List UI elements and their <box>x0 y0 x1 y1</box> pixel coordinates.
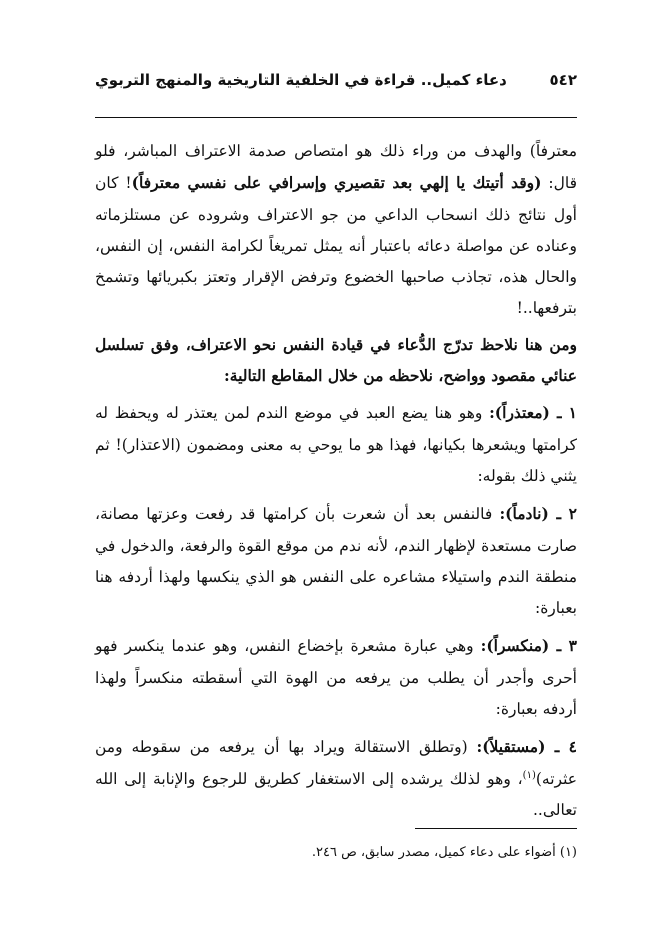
paragraph-1-quote: (وقد أتيتك يا إلهي بعد تقصيري وإسرافي على نفسي معترفاً) <box>131 173 542 193</box>
running-title: دعاء كميل.. قراءة في الخلفية التاريخية والمنهج التربوي <box>95 71 507 89</box>
list-item <box>95 630 577 725</box>
list-item-text: وهو هنا يضع العبد في موضع الندم لمن يعتذر له ويحفظ له كرامتها ويشعرها بكيانها، فهذا هو ما يوحي به معنى ومضمون (الاعتذار)! ثم يثني ذلك بقوله: <box>95 404 577 485</box>
footnote-text: أضواء على دعاء كميل، مصدر سابق، ص ٢٤٦. <box>311 845 556 860</box>
page-number: ٥٤٢ <box>549 71 577 89</box>
paragraph-1-part-2: ! كان أول نتائج ذلك انسحاب الداعي من جو الاعتراف وشروده عن مستلزماته وعناده عن مواصلة دعائه باعتبار أنه يمثل تمريغاً لكرامة النفس، إن النفس، والحال هذه، تجاذب صاحبها الخضوع وترفض الإقرار وتعتز بكبريائها وتشمخ بترفعها..! <box>95 174 577 318</box>
footnote-rule <box>415 828 577 829</box>
list-item <box>95 731 577 826</box>
list-item <box>95 397 577 492</box>
header-rule <box>95 117 577 118</box>
list-item-lead: ٤ ـ (مستقيلاً): <box>476 737 577 757</box>
list-item <box>95 498 577 624</box>
list-item-text: (وتطلق الاستقالة ويراد بها أن يرفعه من سقوطه ومن عثرته) <box>95 738 577 788</box>
list-item-text-continued: ، وهو لذلك يرشده إلى الاستغفار كطريق للرجوع والإنابة إلى الله تعالى.. <box>95 769 577 819</box>
list-item-lead: ٢ ـ (نادماً): <box>499 504 577 524</box>
footnote-marker: (١) <box>559 845 577 860</box>
list-item-lead: ١ ـ (معتذراً): <box>489 403 577 423</box>
list-item-lead: ٣ ـ (منكسراً): <box>480 636 577 656</box>
paragraph-2: ومن هنا نلاحظ تدرّج الدُّعاء في قيادة النفس نحو الاعتراف، وفق تسلسل عنائي مقصود وواضح، نلاحظه من خلال المقاطع التالية: <box>95 334 577 386</box>
list-item-text: فالنفس بعد أن شعرت بأن كرامتها قد رفعت وعزتها مصانة، صارت مستعدة لإظهار الندم، لأنه ندم من موقع القوة والرفعة، والدخول في منطقة الندم واستيلاء مشاعره على النفس هو الذي ينكسها ولهذا أردفه هنا بعبارة: <box>95 505 577 618</box>
page-header <box>95 66 577 94</box>
list-item-text: وهي عبارة مشعرة بإخضاع النفس، وهو عندما ينكسر فهو أحرى وأجدر أن يطلب من يرفعه من الهوة التي أسقطته منكسراً ولهذا أردفه بعبارة: <box>95 637 577 719</box>
paragraph-1 <box>95 136 577 325</box>
footnote <box>95 843 577 863</box>
paragraph-1-part-1: معترفاً) والهدف من وراء ذلك هو امتصاص صدمة الاعتراف المباشر، فلو قال: <box>95 142 578 193</box>
main-text <box>95 136 577 832</box>
footnote-reference[interactable]: (١) <box>522 769 536 781</box>
